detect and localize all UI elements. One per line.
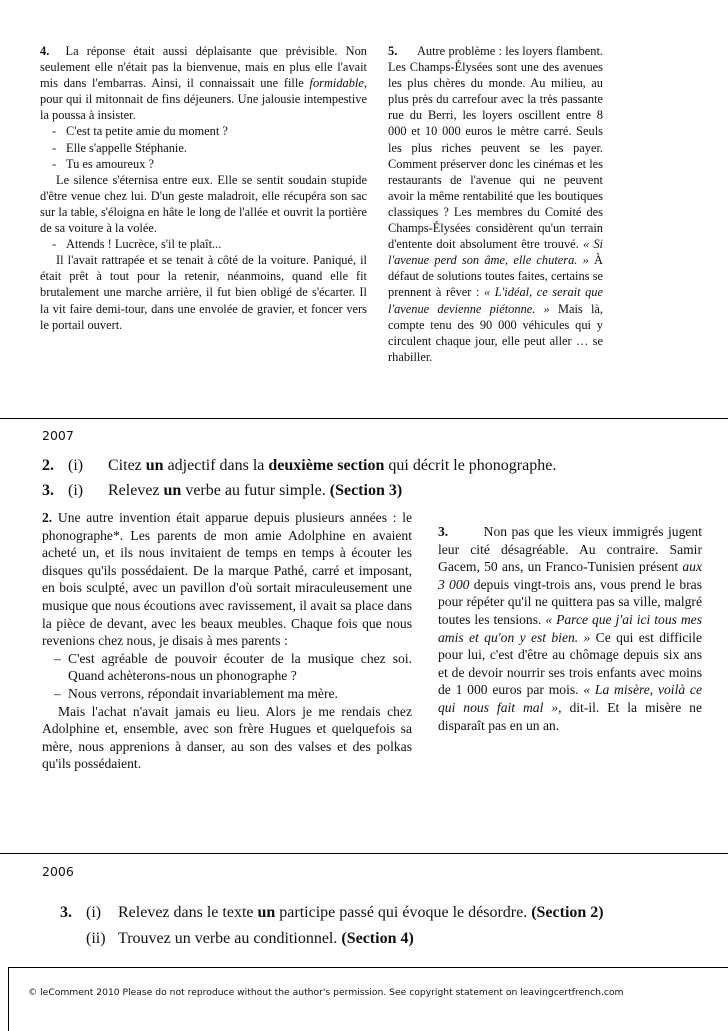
question-bold: un — [145, 457, 164, 474]
question-bold: (Section 2) — [531, 904, 604, 921]
question-bold: un — [163, 482, 182, 499]
passage-text: Ce qui est difficile pour lui, c'est d'être au chômage depuis six ans et de devoir nourrir ses trois enfants avec moins de 1 000 euros par mois. — [438, 629, 702, 698]
copyright-footer: © leComment 2010 Please do not reproduce without the author's permission. See copyright statement on leavingcertfrench.com — [28, 987, 624, 998]
question-text: participe passé qui évoque le désordre. — [275, 904, 532, 921]
question-number: 3. — [42, 482, 54, 499]
year-label-2006: 2006 — [42, 864, 74, 879]
question-text: adjectif dans la — [163, 457, 269, 474]
question-text: Citez — [108, 457, 146, 474]
passage-text: Autre problème : les loyers flambent. Les Champs-Élysées sont une des avenues les plus chères du monde. Au milieu, au plus près du carrefour avec la très passante rue du Berri, les loyers oscillent entre 8 000 et 10 000 euros le mètre carré. Seuls les plus riches peuvent se les payer. Comment préserver donc les cinémas et les restaurants de l'avenue qui ne peuvent avoir la même rentabilité que les boutiques classiques ? Les membres du Comité des Champs-Élysées considèrent qu'un terrain d'entente doit absolument être trouvé. — [388, 44, 603, 252]
year-label-2007: 2007 — [42, 428, 74, 443]
question-roman: (ii) — [86, 930, 106, 947]
passage-5 — [388, 43, 603, 365]
passage-paragraph: Il l'avait rattrapée et se tenait à côté de la voiture. Paniqué, il était prêt à tout pour la retenir, néanmoins, quand elle fit brutalement une marche arrière, il fut bien obligé de s'écarter. Il la vit faire demi-tour, dans une envolée de gravier, et foncer vers le portail ouvert. — [40, 253, 367, 332]
dialogue-line: - C'est ta petite amie du moment ? — [40, 123, 367, 139]
question-bold: (Section 4) — [341, 930, 414, 947]
question-roman: (i) — [68, 482, 84, 499]
passage-number: 2. — [42, 510, 53, 525]
passage-text: depuis vingt-trois ans, vous prend le bras pour répéter qu'il ne quittera pas sa ville, malgré toutes les tensions. — [438, 576, 702, 627]
question-bold: (Section 3) — [329, 482, 403, 499]
question-text: Trouvez un verbe au conditionnel. — [118, 930, 342, 947]
passage-3 — [438, 523, 702, 734]
dialogue-line: – Nous verrons, répondait invariablement ma mère. — [42, 685, 412, 703]
question-2-i — [42, 456, 556, 476]
question-text: verbe au futur simple. — [181, 482, 330, 499]
passage-quote: « L'idéal, ce serait que l'avenue devienne piétonne. » — [388, 285, 603, 316]
passage-paragraph: Mais l'achat n'avait jamais eu lieu. Alors je me rendais chez Adolphine et, ensemble, avec son frère Hugues et quelquefois sa mère, nous apprenions à danser, au son des valses et des polkas qu'ils possédaient. — [42, 703, 412, 772]
question-3-i — [42, 481, 402, 501]
passage-text: À défaut de solutions toutes faites, certains se prennent à rêver : — [388, 253, 603, 300]
passage-2 — [42, 509, 412, 773]
question-number: 3. — [60, 904, 72, 921]
passage-number: 4. — [40, 44, 50, 58]
passage-number: 3. — [438, 524, 449, 539]
question-3-ii-2006 — [60, 929, 414, 949]
passage-text: Mais là, compte tenu des 90 000 véhicules qui y circulent chaque jour, elle peut aller … se rhabiller. — [388, 301, 603, 364]
passage-emphasis: aux 3 000 — [438, 559, 702, 592]
divider — [0, 853, 728, 854]
question-text: qui décrit le phonographe. — [384, 457, 557, 474]
passage-quote: « Si l'avenue perd son âme, elle chutera. » — [388, 237, 603, 268]
dialogue-line: - Attends ! Lucrèce, s'il te plaît... — [40, 236, 367, 252]
divider — [0, 418, 728, 419]
passage-number: 5. — [388, 44, 398, 58]
dialogue-line: - Tu es amoureux ? — [40, 156, 367, 172]
question-roman: (i) — [68, 457, 84, 474]
passage-quote: « La misère, voilà ce qui nous fait mal » — [438, 682, 702, 715]
passage-quote: « Parce que j'ai ici tous mes amis et qu'on y est bien. » — [438, 611, 702, 645]
passage-4 — [40, 43, 367, 333]
question-bold: deuxième section — [268, 457, 385, 474]
question-bold: un — [257, 904, 276, 921]
footer-box — [8, 967, 728, 1031]
passage-text: Non pas que les vieux immigrés jugent leur cité désagréable. Au contraire. Samir Gacem, 50 ans, un Franco-Tunisien présent — [438, 524, 702, 575]
question-number: 2. — [42, 457, 54, 474]
dialogue-line: – C'est agréable de pouvoir écouter de la musique chez soi. Quand achèterons-nous un phonographe ? — [42, 650, 412, 685]
passage-text: , dit-il. Et la misère ne disparaît pas en un an. — [438, 699, 702, 733]
dialogue-line: - Elle s'appelle Stéphanie. — [40, 140, 367, 156]
passage-text: La réponse était aussi déplaisante que prévisible. Non seulement elle n'était pas la bienvenue, mais en plus elle l'avait mis dans l'embarras. Ainsi, il connaissait une fille — [40, 44, 367, 91]
passage-text: , pour qui il mitonnait de fins déjeuners. Une jalousie intempestive la poussa à insister. — [40, 76, 367, 123]
passage-emphasis: formidable — [309, 76, 364, 91]
question-3-i-2006 — [60, 903, 604, 923]
question-text: Relevez — [108, 482, 164, 499]
question-text: Relevez dans le texte — [118, 904, 258, 921]
question-roman: (i) — [86, 904, 102, 921]
passage-paragraph: Le silence s'éternisa entre eux. Elle se sentit soudain stupide d'être venue chez lui. D'un geste maladroit, elle récupéra son sac sur la table, s'éloigna en hâte le long de l'allée et ouvrit la portière de sa voiture à la volée. — [40, 172, 367, 236]
passage-text: Une autre invention était apparue depuis plusieurs années : le phonographe*. Les parents de mon amie Adolphine en avaient acheté un, et ils nous invitaient de temps en temps à écouter les disques qu'ils possédaient. De la marque Pathé, carré et imposant, en bois sculpté, avec un pavillon d'où sortait miraculeusement une musique que nous écoutions avec ravissement, il avait sa place dans la pièce de devant, avec les beaux meubles. Chaque fois que nous revenions chez nous, je disais à mes parents : — [42, 510, 413, 649]
